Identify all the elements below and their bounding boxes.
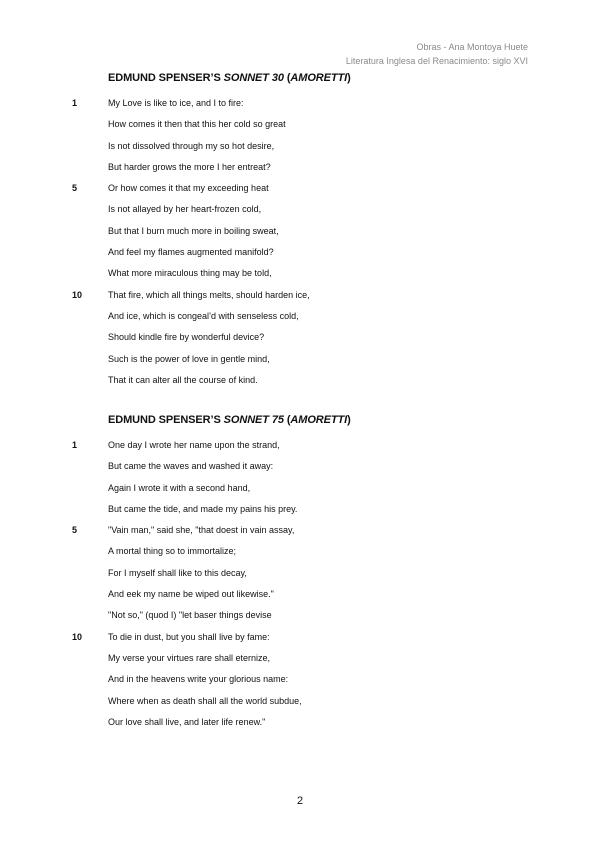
poem-lines — [72, 93, 542, 391]
poem-line — [72, 456, 542, 477]
poem-line — [72, 712, 542, 733]
line-text: That fire, which all things melts, should harden ice, — [108, 289, 310, 300]
poem-line — [72, 648, 542, 669]
poem-line — [72, 221, 542, 242]
line-text: But harder grows the more I her entreat? — [108, 161, 271, 172]
line-text: "Not so," (quod I) "let baser things devise — [108, 610, 272, 621]
line-text: How comes it then that this her cold so great — [108, 119, 286, 130]
poem-line — [72, 199, 542, 220]
line-text: But came the waves and washed it away: — [108, 461, 274, 472]
line-number: 1 — [72, 98, 78, 108]
line-text: But that I burn much more in boiling sweat, — [108, 225, 279, 236]
poem-line — [72, 499, 542, 520]
poem-line — [72, 263, 542, 284]
poem-line — [72, 93, 542, 114]
line-text: Should kindle fire by wonderful device? — [108, 332, 265, 343]
poem-line — [72, 669, 542, 690]
line-text: My Love is like to ice, and I to fire: — [108, 98, 244, 108]
line-number: 1 — [72, 440, 78, 450]
line-text: That it can alter all the course of kind. — [108, 374, 258, 385]
poem-line — [72, 349, 542, 370]
line-number: 5 — [72, 183, 78, 194]
page-header — [346, 40, 528, 68]
poem-line — [72, 285, 542, 306]
line-text: Such is the power of love in gentle mind, — [108, 353, 270, 364]
poem-line — [72, 370, 542, 391]
header-course: Literatura Inglesa del Renacimiento: siglo XVI — [345, 56, 528, 66]
poem-title: EDMUND SPENSER’S SONNET 30 (AMORETTI) — [108, 72, 351, 84]
line-number: 5 — [72, 525, 78, 536]
line-text: Our love shall live, and later life renew." — [108, 716, 266, 727]
poem-line — [72, 157, 542, 178]
poem-sonnet-30 — [72, 72, 542, 391]
poem-line — [72, 520, 542, 541]
line-text: A mortal thing so to immortalize; — [108, 546, 237, 557]
poem-line — [72, 306, 542, 327]
poem-sonnet-75 — [72, 414, 542, 733]
line-number: 10 — [72, 631, 83, 642]
poem-lines — [72, 435, 542, 733]
line-number: 10 — [72, 289, 83, 300]
line-text: "Vain man," said she, "that doest in vain assay, — [108, 525, 295, 536]
line-text: Is not dissolved through my so hot desire, — [108, 140, 275, 151]
header-author: Obras - Ana Montoya Huete — [416, 42, 528, 52]
poem-title: EDMUND SPENSER’S SONNET 75 (AMORETTI) — [108, 414, 351, 426]
poem-line — [72, 478, 542, 499]
line-text: One day I wrote her name upon the strand, — [108, 440, 280, 450]
line-text: And ice, which is congeal’d with senseless cold, — [108, 310, 299, 321]
poem-line — [72, 563, 542, 584]
line-text: To die in dust, but you shall live by fame: — [108, 631, 270, 642]
line-text: What more miraculous thing may be told, — [108, 268, 272, 279]
line-text: My verse your virtues rare shall eternize, — [108, 652, 271, 663]
poem-line — [72, 136, 542, 157]
poem-line — [72, 178, 542, 199]
poem-line — [72, 627, 542, 648]
line-text: Or how comes it that my exceeding heat — [108, 183, 269, 194]
line-text: And in the heavens write your glorious name: — [108, 674, 289, 685]
line-text: But came the tide, and made my pains his prey. — [108, 503, 298, 514]
poem-line — [72, 435, 542, 456]
line-text: And feel my flames augmented manifold? — [108, 247, 274, 258]
line-text: Where when as death shall all the world subdue, — [108, 695, 302, 706]
page-number: 2 — [296, 795, 304, 807]
poem-line — [72, 584, 542, 605]
poem-line — [72, 242, 542, 263]
line-text: Again I wrote it with a second hand, — [108, 482, 251, 493]
poem-line — [72, 327, 542, 348]
poem-line — [72, 541, 542, 562]
poem-line — [72, 114, 542, 135]
line-text: And eek my name be wiped out likewise." — [108, 589, 274, 600]
poem-line — [72, 691, 542, 712]
poem-line — [72, 605, 542, 626]
line-text: For I myself shall like to this decay, — [108, 567, 247, 578]
line-text: Is not allayed by her heart-frozen cold, — [108, 204, 262, 215]
